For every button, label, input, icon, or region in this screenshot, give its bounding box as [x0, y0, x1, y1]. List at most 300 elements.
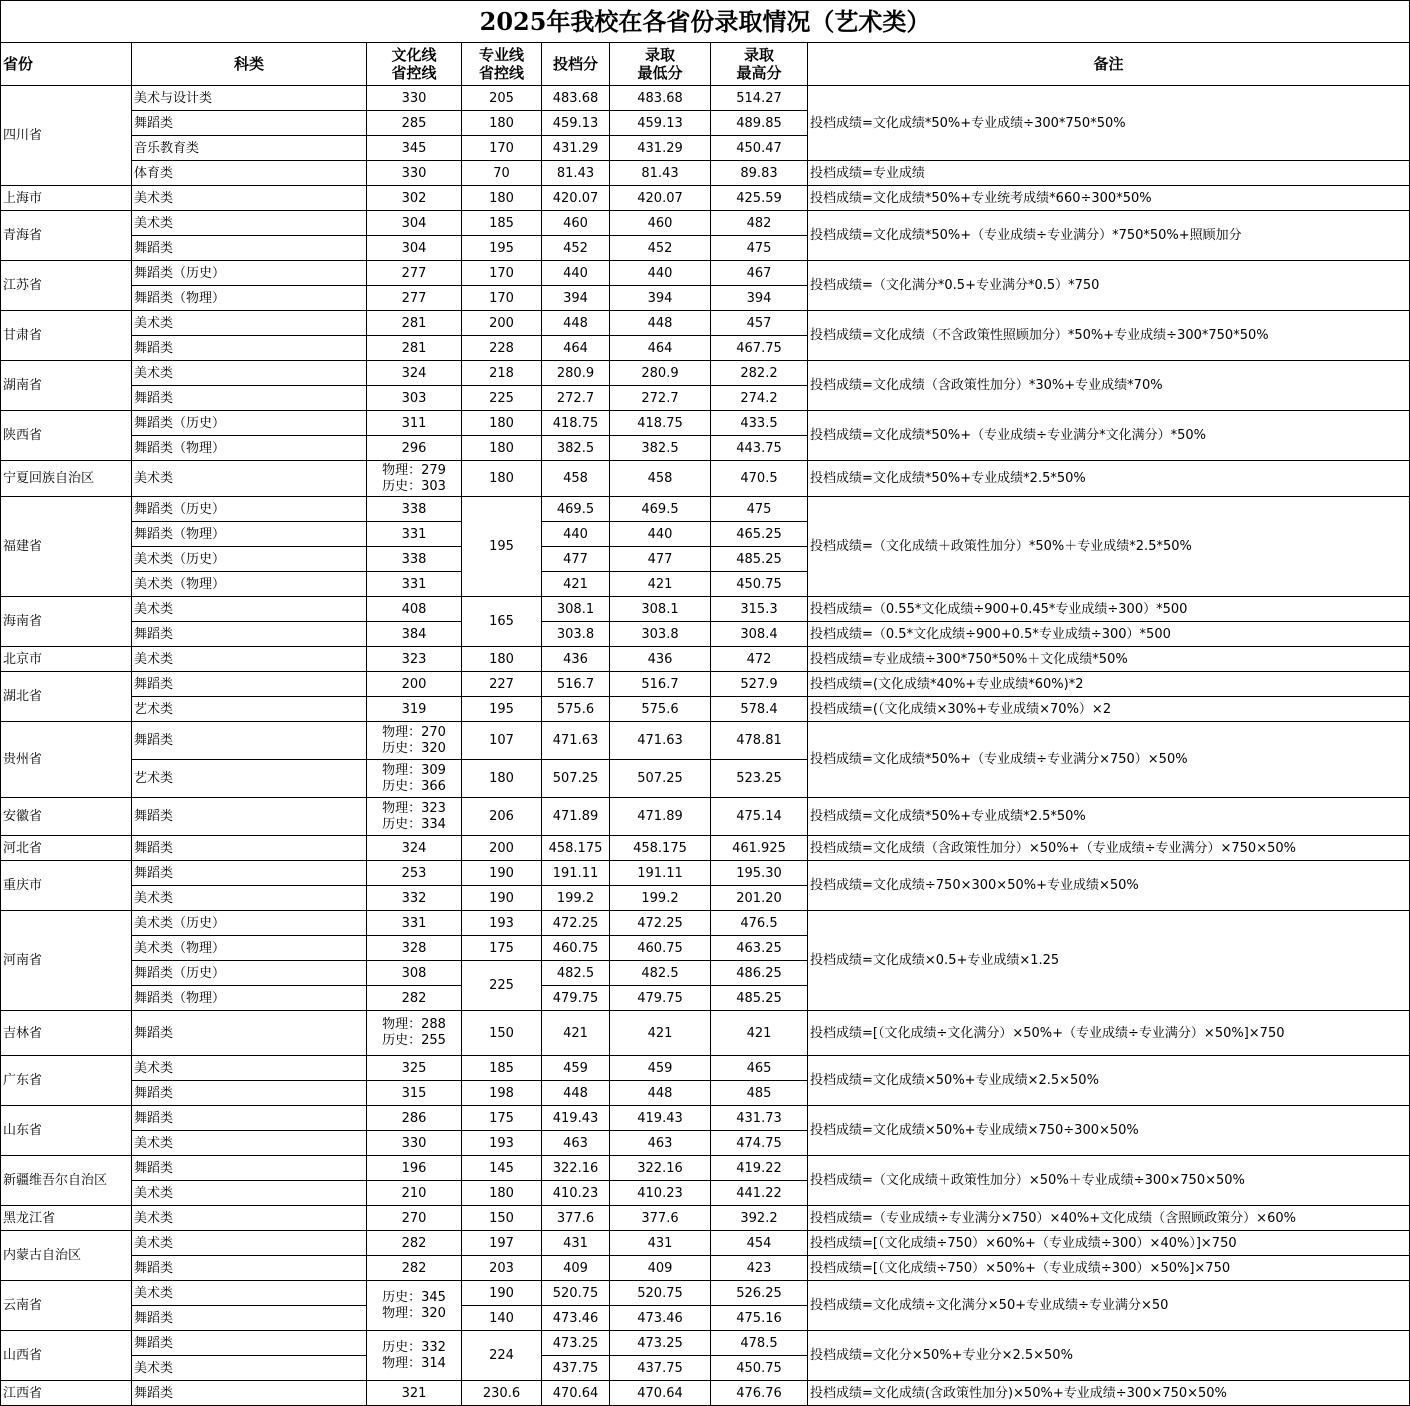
table-cell: 459.13	[610, 111, 711, 136]
table-cell: 377.6	[542, 1206, 610, 1231]
table-cell: 331	[367, 572, 462, 597]
table-cell: 投档成绩=[（文化成绩÷750）×60%+（专业成绩÷300）×40%）]×750	[808, 1231, 1410, 1256]
table-cell: 470.5	[711, 461, 808, 497]
table-cell: 514.27	[711, 86, 808, 111]
table-cell: 527.9	[711, 672, 808, 697]
table-row	[1, 1256, 1410, 1281]
table-cell: 190	[462, 886, 542, 911]
table-cell: 303.8	[610, 622, 711, 647]
table-cell: 485.25	[711, 547, 808, 572]
table-row	[1, 461, 1410, 497]
table-cell: 460	[542, 211, 610, 236]
table-cell: 227	[462, 672, 542, 697]
table-row	[1, 911, 1410, 936]
table-cell: 448	[542, 311, 610, 336]
table-row	[1, 622, 1410, 647]
table-cell: 200	[462, 836, 542, 861]
table-cell: 舞蹈类	[132, 1331, 367, 1356]
table-cell: 180	[462, 760, 542, 798]
table-cell: 463	[542, 1131, 610, 1156]
table-cell: 482.5	[542, 961, 610, 986]
table-cell: 投档成绩=文化成绩（含政策性加分）×50%+（专业成绩÷专业满分）×750×50%	[808, 836, 1410, 861]
table-row	[1, 1331, 1410, 1356]
table-cell: 195.30	[711, 861, 808, 886]
table-cell: 475.16	[711, 1306, 808, 1331]
table-cell: 舞蹈类（历史）	[132, 411, 367, 436]
table-cell: 471.89	[542, 798, 610, 836]
table-cell: 472.25	[542, 911, 610, 936]
table-cell: 303.8	[542, 622, 610, 647]
table-cell: 431	[610, 1231, 711, 1256]
table-cell: 253	[367, 861, 462, 886]
table-cell: 舞蹈类	[132, 1081, 367, 1106]
table-cell: 464	[610, 336, 711, 361]
table-cell: 180	[462, 461, 542, 497]
table-cell: 196	[367, 1156, 462, 1181]
header-cell: 投档分	[542, 43, 610, 86]
table-row	[1, 1156, 1410, 1181]
table-cell: 470.64	[610, 1381, 711, 1406]
table-cell: 美术类（历史）	[132, 911, 367, 936]
table-cell: 377.6	[610, 1206, 711, 1231]
table-cell: 宁夏回族自治区	[1, 461, 132, 497]
table-cell: 477	[542, 547, 610, 572]
table-row	[1, 1381, 1410, 1406]
table-cell: 美术类（物理）	[132, 572, 367, 597]
table-cell: 460	[610, 211, 711, 236]
table-cell: 282	[367, 1256, 462, 1281]
table-cell: 185	[462, 211, 542, 236]
table-cell: 200	[367, 672, 462, 697]
table-cell: 452	[610, 236, 711, 261]
table-cell: 331	[367, 522, 462, 547]
table-row	[1, 597, 1410, 622]
table-cell: 467	[711, 261, 808, 286]
table-cell: 美术类	[132, 597, 367, 622]
table-cell: 175	[462, 1106, 542, 1131]
table-row	[1, 861, 1410, 886]
table-cell: 225	[462, 386, 542, 411]
table-cell: 475	[711, 236, 808, 261]
table-cell: 277	[367, 261, 462, 286]
table-cell: 投档成绩=文化成绩÷文化满分×50+专业成绩÷专业满分×50	[808, 1281, 1410, 1331]
table-cell: 457	[711, 311, 808, 336]
table-cell: 325	[367, 1056, 462, 1081]
table-cell: 382.5	[610, 436, 711, 461]
table-cell: 206	[462, 798, 542, 836]
table-cell: 舞蹈类	[132, 861, 367, 886]
table-cell: 479.75	[542, 986, 610, 1011]
table-cell: 舞蹈类	[132, 1256, 367, 1281]
table-cell: 舞蹈类	[132, 336, 367, 361]
table-cell: 459	[610, 1056, 711, 1081]
table-cell: 443.75	[711, 436, 808, 461]
table-cell: 384	[367, 622, 462, 647]
table-cell: 美术类（物理）	[132, 936, 367, 961]
table-cell: 436	[542, 647, 610, 672]
table-cell: 437.75	[610, 1356, 711, 1381]
table-row	[1, 1231, 1410, 1256]
table-cell: 308.4	[711, 622, 808, 647]
table-row	[1, 86, 1410, 111]
table-cell: 203	[462, 1256, 542, 1281]
header-cell: 专业线 省控线	[462, 43, 542, 86]
table-cell: 205	[462, 86, 542, 111]
table-cell: 191.11	[610, 861, 711, 886]
table-cell: 福建省	[1, 497, 132, 597]
table-cell: 200	[462, 311, 542, 336]
table-cell: 180	[462, 111, 542, 136]
table-cell: 199.2	[610, 886, 711, 911]
table-cell: 450.75	[711, 572, 808, 597]
table-cell: 舞蹈类	[132, 1106, 367, 1131]
table-row	[1, 647, 1410, 672]
table-cell: 304	[367, 236, 462, 261]
table-cell: 191.11	[542, 861, 610, 886]
table-cell: 投档成绩=（文化成绩＋政策性加分）×50%＋专业成绩÷300×750×50%	[808, 1156, 1410, 1206]
table-cell: 272.7	[610, 386, 711, 411]
table-cell: 520.75	[542, 1281, 610, 1306]
table-cell: 舞蹈类（物理）	[132, 436, 367, 461]
table-cell: 410.23	[542, 1181, 610, 1206]
table-cell: 459	[542, 1056, 610, 1081]
table-cell: 投档成绩=（0.5*文化成绩÷900+0.5*专业成绩÷300）*500	[808, 622, 1410, 647]
table-cell: 河南省	[1, 911, 132, 1011]
table-row	[1, 798, 1410, 836]
table-row	[1, 186, 1410, 211]
table-cell: 甘肃省	[1, 311, 132, 361]
table-cell: 575.6	[610, 697, 711, 722]
table-cell: 338	[367, 497, 462, 522]
table-cell: 460.75	[610, 936, 711, 961]
table-cell: 185	[462, 1056, 542, 1081]
table-cell: 海南省	[1, 597, 132, 647]
table-cell: 463	[610, 1131, 711, 1156]
header-cell: 录取 最低分	[610, 43, 711, 86]
table-cell: 190	[462, 861, 542, 886]
table-cell: 物理：270 历史：320	[367, 722, 462, 760]
table-cell: 473.46	[610, 1306, 711, 1331]
table-cell: 516.7	[542, 672, 610, 697]
table-cell: 423	[711, 1256, 808, 1281]
table-cell: 青海省	[1, 211, 132, 261]
table-cell: 投档成绩=（专业成绩÷专业满分×750）×40%+文化成绩（含照顾政策分）×60%	[808, 1206, 1410, 1231]
table-cell: 美术类	[132, 647, 367, 672]
table-row	[1, 497, 1410, 522]
table-cell: 472.25	[610, 911, 711, 936]
table-cell: 420.07	[610, 186, 711, 211]
table-cell: 180	[462, 1181, 542, 1206]
table-cell: 483.68	[542, 86, 610, 111]
table-row	[1, 722, 1410, 760]
table-cell: 201.20	[711, 886, 808, 911]
table-cell: 467.75	[711, 336, 808, 361]
table-cell: 湖南省	[1, 361, 132, 411]
table-cell: 美术类	[132, 461, 367, 497]
table-cell: 308.1	[542, 597, 610, 622]
table-cell: 277	[367, 286, 462, 311]
table-cell: 483.68	[610, 86, 711, 111]
header-cell: 录取 最高分	[711, 43, 808, 86]
table-cell: 461.925	[711, 836, 808, 861]
table-cell: 物理：279 历史：303	[367, 461, 462, 497]
table-cell: 投档成绩=[（文化成绩÷文化满分）×50%+（专业成绩÷专业满分）×50%]×750	[808, 1011, 1410, 1056]
table-cell: 170	[462, 286, 542, 311]
table-cell: 吉林省	[1, 1011, 132, 1056]
table-cell: 475.14	[711, 798, 808, 836]
table-cell: 420.07	[542, 186, 610, 211]
table-cell: 投档成绩=文化成绩×50%+专业成绩×2.5×50%	[808, 1056, 1410, 1106]
table-cell: 新疆维吾尔自治区	[1, 1156, 132, 1206]
table-cell: 舞蹈类（历史）	[132, 961, 367, 986]
table-cell: 328	[367, 936, 462, 961]
table-row	[1, 1106, 1410, 1131]
table-cell: 322.16	[542, 1156, 610, 1181]
table-cell: 409	[542, 1256, 610, 1281]
table-cell: 投档成绩=文化成绩*50%+（专业成绩÷专业满分）*750*50%+照顾加分	[808, 211, 1410, 261]
table-row	[1, 211, 1410, 236]
table-cell: 465.25	[711, 522, 808, 547]
table-cell: 舞蹈类	[132, 672, 367, 697]
table-cell: 409	[610, 1256, 711, 1281]
table-cell: 419.43	[542, 1106, 610, 1131]
table-cell: 舞蹈类	[132, 1156, 367, 1181]
table-cell: 投档成绩=文化成绩*50%+专业成绩*2.5*50%	[808, 798, 1410, 836]
table-row	[1, 1281, 1410, 1306]
table-cell: 485.25	[711, 986, 808, 1011]
table-cell: 473.25	[542, 1331, 610, 1356]
table-cell: 482	[711, 211, 808, 236]
table-cell: 282	[367, 1231, 462, 1256]
table-cell: 458.175	[542, 836, 610, 861]
table-cell: 舞蹈类	[132, 236, 367, 261]
table-cell: 145	[462, 1156, 542, 1181]
table-cell: 311	[367, 411, 462, 436]
table-cell: 体育类	[132, 161, 367, 186]
table-cell: 441.22	[711, 1181, 808, 1206]
table-cell: 507.25	[610, 760, 711, 798]
table-cell: 304	[367, 211, 462, 236]
table-cell: 舞蹈类（历史）	[132, 261, 367, 286]
table-cell: 美术与设计类	[132, 86, 367, 111]
table-cell: 345	[367, 136, 462, 161]
table-cell: 471.63	[610, 722, 711, 760]
table-cell: 476.5	[711, 911, 808, 936]
table-cell: 175	[462, 936, 542, 961]
table-cell: 302	[367, 186, 462, 211]
table-cell: 舞蹈类（物理）	[132, 286, 367, 311]
table-cell: 475	[711, 497, 808, 522]
table-cell: 历史：332 物理：314	[367, 1331, 462, 1381]
table-cell: 198	[462, 1081, 542, 1106]
table-cell: 150	[462, 1011, 542, 1056]
table-cell: 投档成绩=(文化成绩*40%+专业成绩*60%)*2	[808, 672, 1410, 697]
table-cell: 投档成绩=（0.55*文化成绩÷900+0.45*专业成绩÷300）*500	[808, 597, 1410, 622]
table-cell: 282.2	[711, 361, 808, 386]
table-cell: 70	[462, 161, 542, 186]
table-cell: 419.43	[610, 1106, 711, 1131]
table-cell: 321	[367, 1381, 462, 1406]
table-cell: 舞蹈类（物理）	[132, 522, 367, 547]
table-cell: 285	[367, 111, 462, 136]
table-cell: 471.63	[542, 722, 610, 760]
table-cell: 舞蹈类	[132, 386, 367, 411]
table-cell: 421	[610, 1011, 711, 1056]
table-cell: 478.81	[711, 722, 808, 760]
table-cell: 431	[542, 1231, 610, 1256]
table-cell: 内蒙古自治区	[1, 1231, 132, 1281]
table-cell: 舞蹈类（物理）	[132, 986, 367, 1011]
table-cell: 308.1	[610, 597, 711, 622]
table-cell: 448	[610, 1081, 711, 1106]
table-row	[1, 311, 1410, 336]
table-cell: 美术类	[132, 211, 367, 236]
table-cell: 421	[711, 1011, 808, 1056]
table-cell: 421	[610, 572, 711, 597]
table-cell: 艺术类	[132, 760, 367, 798]
table-cell: 338	[367, 547, 462, 572]
table-cell: 193	[462, 911, 542, 936]
table-cell: 美术类	[132, 1356, 367, 1381]
table-cell: 463.25	[711, 936, 808, 961]
table-cell: 477	[610, 547, 711, 572]
table-cell: 重庆市	[1, 861, 132, 911]
table-cell: 197	[462, 1231, 542, 1256]
table-cell: 150	[462, 1206, 542, 1231]
table-cell: 507.25	[542, 760, 610, 798]
table-cell: 228	[462, 336, 542, 361]
table-cell: 296	[367, 436, 462, 461]
table-cell: 舞蹈类	[132, 798, 367, 836]
table-cell: 投档成绩=文化成绩（含政策性加分）*30%+专业成绩*70%	[808, 361, 1410, 411]
table-cell: 北京市	[1, 647, 132, 672]
table-cell: 523.25	[711, 760, 808, 798]
table-cell: 安徽省	[1, 798, 132, 836]
table-cell: 投档成绩=文化成绩*50%+（专业成绩÷专业满分*文化满分）*50%	[808, 411, 1410, 461]
table-cell: 458	[542, 461, 610, 497]
table-cell: 投档成绩=[（文化成绩÷750）×50%+（专业成绩÷300）×50%]×750	[808, 1256, 1410, 1281]
table-cell: 450.47	[711, 136, 808, 161]
table-cell: 美术类	[132, 361, 367, 386]
table-cell: 224	[462, 1331, 542, 1381]
table-cell: 454	[711, 1231, 808, 1256]
table-cell: 330	[367, 161, 462, 186]
table-cell: 485	[711, 1081, 808, 1106]
table-cell: 广东省	[1, 1056, 132, 1106]
table-cell: 431.29	[542, 136, 610, 161]
table-cell: 418.75	[542, 411, 610, 436]
table-cell: 218	[462, 361, 542, 386]
table-cell: 418.75	[610, 411, 711, 436]
table-cell: 舞蹈类	[132, 722, 367, 760]
table-cell: 465	[711, 1056, 808, 1081]
table-cell: 投档成绩=(（文化成绩×30%+专业成绩×70%）×2	[808, 697, 1410, 722]
table-cell: 陕西省	[1, 411, 132, 461]
table-cell: 投档成绩=专业成绩÷300*750*50%＋文化成绩*50%	[808, 647, 1410, 672]
table-cell: 舞蹈类	[132, 111, 367, 136]
table-cell: 投档成绩=专业成绩	[808, 161, 1410, 186]
table-row	[1, 836, 1410, 861]
table-cell: 物理：309 历史：366	[367, 760, 462, 798]
table-row	[1, 411, 1410, 436]
table-cell: 山东省	[1, 1106, 132, 1156]
table-cell: 美术类	[132, 311, 367, 336]
table-cell: 195	[462, 236, 542, 261]
table-cell: 投档成绩=文化成绩*50%+（专业成绩÷专业满分×750）×50%	[808, 722, 1410, 798]
table-cell: 280.9	[542, 361, 610, 386]
table-cell: 473.46	[542, 1306, 610, 1331]
table-cell: 黑龙江省	[1, 1206, 132, 1231]
table-cell: 山西省	[1, 1331, 132, 1381]
table-cell: 323	[367, 647, 462, 672]
table-cell: 舞蹈类	[132, 836, 367, 861]
table-cell: 331	[367, 911, 462, 936]
table-cell: 投档成绩=文化成绩*50%+专业统考成绩*660÷300*50%	[808, 186, 1410, 211]
table-cell: 上海市	[1, 186, 132, 211]
table-cell: 419.22	[711, 1156, 808, 1181]
table-cell: 315.3	[711, 597, 808, 622]
table-cell: 476.76	[711, 1381, 808, 1406]
table-cell: 舞蹈类	[132, 1011, 367, 1056]
table-cell: 450.75	[711, 1356, 808, 1381]
table-cell: 473.25	[610, 1331, 711, 1356]
table-cell: 460.75	[542, 936, 610, 961]
table-cell: 音乐教育类	[132, 136, 367, 161]
table-row	[1, 1011, 1410, 1056]
table-cell: 286	[367, 1106, 462, 1131]
table-cell: 89.83	[711, 161, 808, 186]
table-cell: 140	[462, 1306, 542, 1331]
table-cell: 448	[542, 1081, 610, 1106]
table-cell: 436	[610, 647, 711, 672]
table-cell: 180	[462, 436, 542, 461]
table-cell: 458	[610, 461, 711, 497]
table-cell: 489.85	[711, 111, 808, 136]
table-cell: 180	[462, 411, 542, 436]
table-cell: 195	[462, 697, 542, 722]
table-cell: 421	[542, 1011, 610, 1056]
table-cell: 舞蹈类	[132, 1381, 367, 1406]
table-cell: 303	[367, 386, 462, 411]
table-cell: 448	[610, 311, 711, 336]
header-row	[1, 43, 1410, 86]
table-cell: 物理：288 历史：255	[367, 1011, 462, 1056]
table-cell: 471.89	[610, 798, 711, 836]
table-cell: 190	[462, 1281, 542, 1306]
table-cell: 美术类	[132, 1281, 367, 1306]
table-row	[1, 1206, 1410, 1231]
table-cell: 81.43	[542, 161, 610, 186]
table-cell: 575.6	[542, 697, 610, 722]
table-cell: 投档成绩=文化成绩(含政策性加分)×50%+专业成绩÷300×750×50%	[808, 1381, 1410, 1406]
table-cell: 投档成绩=文化成绩（不含政策性照顾加分）*50%+专业成绩÷300*750*50%	[808, 311, 1410, 361]
table-cell: 165	[462, 597, 542, 647]
table-cell: 282	[367, 986, 462, 1011]
table-cell: 330	[367, 86, 462, 111]
table-body	[1, 86, 1410, 1406]
table-cell: 投档成绩=文化成绩*50%+专业成绩÷300*750*50%	[808, 86, 1410, 161]
table-cell: 美术类	[132, 1056, 367, 1081]
table-row	[1, 1056, 1410, 1081]
table-cell: 472	[711, 647, 808, 672]
table-cell: 舞蹈类	[132, 622, 367, 647]
table-cell: 195	[462, 497, 542, 597]
table-cell: 投档成绩=文化分×50%+专业分×2.5×50%	[808, 1331, 1410, 1381]
table-cell: 431.29	[610, 136, 711, 161]
table-cell: 482.5	[610, 961, 711, 986]
table-cell: 578.4	[711, 697, 808, 722]
table-cell: 美术类	[132, 886, 367, 911]
